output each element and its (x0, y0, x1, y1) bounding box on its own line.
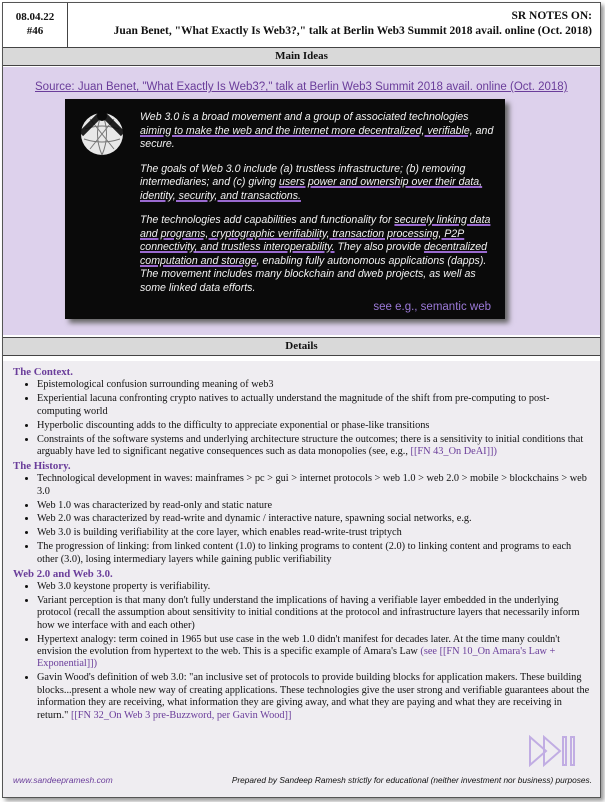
header-subtitle: Juan Benet, "What Exactly Is Web3?," talk at Berlin Web3 Summit 2018 avail. online (Oct. 2018) (113, 25, 592, 37)
quote-box (65, 99, 505, 319)
footer-disclaimer: Prepared by Sandeep Ramesh strictly for educational (neither investment nor business) purposes. (231, 775, 592, 785)
header-date-block (3, 3, 68, 47)
details-heading: Details (3, 337, 600, 356)
website-link[interactable]: www.sandeepramesh.com (13, 775, 113, 785)
source-link[interactable]: Source: Juan Benet, "What Exactly Is Web3?," talk at Berlin Web3 Summit 2018 avail. online (Oct. 2018) (35, 81, 568, 93)
list-item (37, 672, 593, 722)
list-item (37, 434, 593, 459)
quote-highlight: decentralized computation and storage (140, 241, 488, 267)
context-title: The Context. (13, 366, 73, 378)
list-item-text: Hypertext analogy: term coined in 1965 but use case in the web 1.0 didn't manifest for decades later. At the time many couldn't envision the evolution from hypertext to the web. This is a specific example of Amara's Law (37, 633, 560, 658)
quote-text (140, 111, 498, 306)
footnote-link-amara[interactable]: (see [[FN 10_On Amara's Law + Exponential]]) (37, 646, 556, 670)
history-list (13, 473, 593, 566)
header (3, 3, 600, 48)
quote-paragraph-2 (140, 163, 498, 204)
list-item: • Experiential lacuna confronting crypto natives to actually understand the magnitude of the shift from pre-computing to post-computing world (37, 393, 593, 418)
quote-highlight: aiming to make the web and the internet more decentralized, verifiable, (140, 124, 473, 137)
header-title-block (114, 9, 592, 39)
footnote-link-gavin-wood[interactable]: [[FN 32_On Web 3 pre-Buzzword, per Gavin Wood]] (70, 709, 292, 721)
web-list (13, 581, 593, 722)
header-title: SR NOTES ON: (511, 10, 592, 22)
list-item: • Epistemological confusion surrounding meaning of web3 (37, 379, 593, 391)
main-ideas-heading: Main Ideas (3, 47, 600, 66)
details-body (13, 365, 593, 723)
list-item: • Technological development in waves: mainframes > pc > gui > internet protocols > web 1.0 > web 2.0 > mobile > blockchains > web 3.0 (37, 473, 593, 498)
list-item: • The progression of linking: from linked content (1.0) to linking programs to content (2.0) to linking content and programs to each other (3.0), losing intermediary layers while gaining public verifiability (37, 541, 593, 566)
quote-text-span: The goals of Web 3.0 include (a) trustless infrastructure; (b) removing intermediaries; and (c) giving (140, 162, 466, 188)
context-list (13, 379, 593, 458)
list-item: • Web 3.0 keystone property is verifiability. (37, 581, 593, 593)
list-item-text: Constraints of the software systems and underlying architecture structure the outcomes; there is a sensitivity to initial conditions that arguably have led to significant negative consequences such as data monopolies (see, e.g., (37, 433, 584, 457)
history-title: The History. (13, 459, 71, 472)
quote-text-span: The technologies add capabilities and functionality for (140, 214, 395, 226)
footnote-link-deai[interactable]: [[FN 43_On DeAI]]) (410, 445, 497, 457)
wikipedia-globe-icon (79, 111, 125, 157)
header-number: #46 (26, 25, 44, 37)
main-ideas-section (3, 67, 600, 335)
list-item-text: Gavin Wood's definition of web 3.0: "an inclusive set of protocols to provide building blocks for application makers. These building blocks...present a whole new way of creating applications. These technologies give the user strong and verifiable guarantees about the information they are receiving, what information they are giving away, and what they are paying and what they are receiving in return." (37, 672, 590, 721)
list-item (37, 634, 593, 671)
list-item: • Web 3.0 is building verifiability at the core layer, which enables read-write-trust triptych (37, 527, 593, 539)
double-fast-forward-logo (528, 735, 580, 767)
semantic-web-note: see e.g., semantic web (373, 301, 491, 313)
page-frame (2, 2, 601, 798)
quote-text-span: , enabling fully autonomous applications (dapps). The movement includes many blockchain and dweb projects, as well as some linked data efforts. (140, 254, 487, 294)
list-item: • Web 2.0 was characterized by read-write and dynamic / interactive nature, spawning social networks, e.g. (37, 513, 593, 525)
quote-paragraph-3 (140, 214, 498, 295)
web-title: Web 2.0 and Web 3.0. (13, 567, 113, 580)
quote-text-span: They also provide (334, 241, 425, 253)
quote-text-span: and secure. (140, 124, 494, 150)
quote-paragraph-1 (140, 111, 498, 152)
list-item: • Variant perception is that many don't fully understand the implications of having a verifiable layer embedded in the underlying protocol (recall the assumption about sensitivity to initial conditions at the protocol and infrastructure layers that necessarily inform how we interface with and each other) (37, 595, 593, 632)
quote-text-span: Web 3.0 is a broad movement and a group of associated technologies (140, 111, 469, 123)
quote-highlight: securely linking data and programs, cryptographic verifiability, transaction processing, P2P connectivity, and trustless interoperability. (140, 214, 491, 253)
quote-highlight: users power and ownership over their data, identity, security, and transactions. (140, 176, 483, 202)
header-date: 08.04.22 (15, 11, 55, 23)
list-item: • Web 1.0 was characterized by read-only and static nature (37, 500, 593, 512)
list-item: • Hyperbolic discounting adds to the difficulty to appreciate exponential or phase-like transitions (37, 420, 593, 432)
details-section (3, 361, 600, 797)
